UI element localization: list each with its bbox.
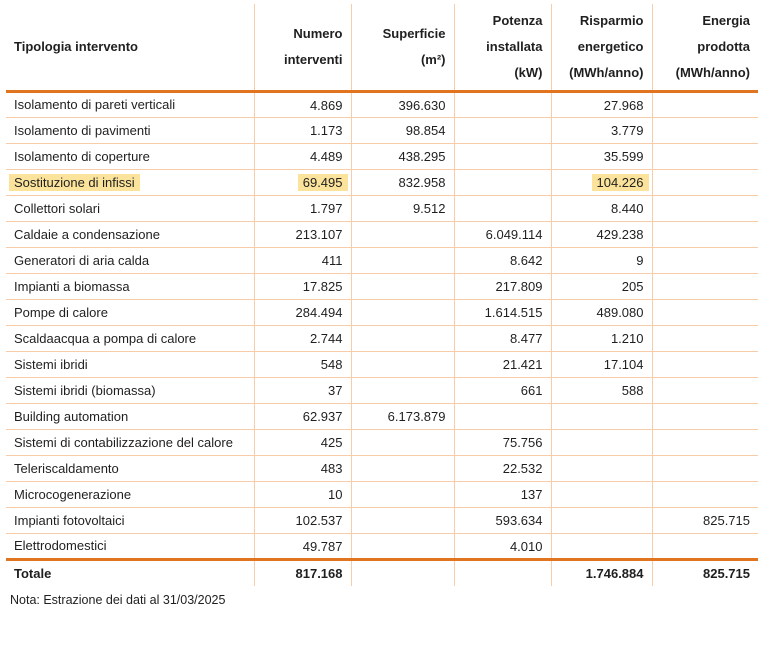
- highlighted-value: 69.495: [298, 174, 348, 191]
- value-cell: [454, 248, 551, 274]
- total-value-cell: [351, 560, 454, 586]
- value-cell: [454, 222, 551, 248]
- value-cell: [551, 508, 652, 534]
- cell-text: 9: [636, 253, 644, 269]
- value-cell: [351, 352, 454, 378]
- value-cell: [254, 430, 351, 456]
- cell-text: Caldaie a condensazione: [14, 226, 160, 242]
- cell-text: Generatori di aria calda: [14, 252, 150, 268]
- cell-text: 489.080: [596, 305, 644, 321]
- value-cell: [351, 430, 454, 456]
- table-row: [6, 404, 758, 430]
- cell-text: 3.779: [610, 123, 644, 139]
- intervention-label-cell: [6, 352, 254, 378]
- value-cell: [454, 144, 551, 170]
- value-cell: [254, 274, 351, 300]
- total-value-cell: [454, 560, 551, 586]
- value-cell: [454, 482, 551, 508]
- cell-text: 62.937: [302, 409, 343, 425]
- cell-text: 438.295: [398, 149, 446, 165]
- value-cell: [254, 196, 351, 222]
- cell-text: 205: [621, 279, 644, 295]
- value-cell: [652, 482, 758, 508]
- value-cell: [351, 534, 454, 560]
- value-cell: [454, 508, 551, 534]
- cell-text: 1.173: [309, 123, 343, 139]
- cell-text: Sistemi ibridi (biomassa): [14, 382, 156, 398]
- total-value-cell: 825.715: [652, 560, 758, 586]
- value-cell: [254, 508, 351, 534]
- cell-text: 483: [320, 461, 343, 477]
- cell-text: Teleriscaldamento: [14, 460, 119, 476]
- column-header-superficie: Superficie (m²): [351, 4, 454, 92]
- value-cell: [551, 430, 652, 456]
- value-cell: [551, 274, 652, 300]
- value-cell: [652, 248, 758, 274]
- cell-text: Elettrodomestici: [14, 538, 107, 554]
- table-footer: [6, 560, 758, 586]
- value-cell: [652, 196, 758, 222]
- value-cell: [351, 144, 454, 170]
- value-cell: [551, 170, 652, 196]
- value-cell: [254, 352, 351, 378]
- value-cell: [254, 482, 351, 508]
- table-row: [6, 274, 758, 300]
- value-cell: [551, 118, 652, 144]
- value-cell: [351, 274, 454, 300]
- table-row: [6, 326, 758, 352]
- intervention-label-cell: [6, 534, 254, 560]
- value-cell: [351, 222, 454, 248]
- value-cell: [652, 326, 758, 352]
- value-cell: [254, 248, 351, 274]
- intervention-label-cell: [6, 118, 254, 144]
- value-cell: [551, 248, 652, 274]
- intervention-label-cell: [6, 326, 254, 352]
- value-cell: [551, 534, 652, 560]
- intervention-label-cell: [6, 144, 254, 170]
- value-cell: [551, 222, 652, 248]
- value-cell: [254, 326, 351, 352]
- table-header-row: [6, 4, 758, 92]
- table-row: [6, 508, 758, 534]
- cell-text: 4.010: [509, 538, 543, 554]
- cell-text: Sistemi ibridi: [14, 356, 88, 372]
- value-cell: [652, 508, 758, 534]
- intervention-label-cell: [6, 508, 254, 534]
- value-cell: [351, 404, 454, 430]
- value-cell: [351, 456, 454, 482]
- cell-text: Impianti fotovoltaici: [14, 512, 125, 528]
- value-cell: [551, 326, 652, 352]
- cell-text: 825.715: [703, 513, 750, 529]
- table-row: [6, 482, 758, 508]
- value-cell: [551, 144, 652, 170]
- value-cell: [351, 248, 454, 274]
- cell-text: 4.489: [309, 149, 343, 165]
- intervention-label-cell: [6, 482, 254, 508]
- cell-text: 17.104: [603, 357, 644, 373]
- value-cell: [652, 378, 758, 404]
- value-cell: [652, 300, 758, 326]
- intervention-label-cell: [6, 274, 254, 300]
- cell-text: 22.532: [502, 461, 543, 477]
- intervention-label-cell: [6, 378, 254, 404]
- value-cell: [351, 378, 454, 404]
- cell-text: 217.809: [495, 279, 543, 295]
- cell-text: Impianti a biomassa: [14, 278, 130, 294]
- cell-text: 593.634: [495, 513, 543, 529]
- value-cell: [652, 534, 758, 560]
- cell-text: Collettori solari: [14, 200, 100, 216]
- table-row: [6, 248, 758, 274]
- cell-text: 661: [520, 383, 543, 399]
- cell-text: 6.173.879: [387, 409, 446, 425]
- cell-text: 411: [321, 253, 343, 269]
- total-value-cell: 1.746.884: [551, 560, 652, 586]
- cell-text: 27.968: [603, 97, 644, 113]
- cell-text: 425: [320, 435, 343, 451]
- cell-text: 1.614.515: [484, 305, 543, 321]
- cell-text: 10: [328, 487, 343, 503]
- value-cell: [351, 118, 454, 144]
- cell-text: 137: [520, 487, 543, 503]
- intervention-label-cell: [6, 404, 254, 430]
- value-cell: [551, 352, 652, 378]
- value-cell: [454, 118, 551, 144]
- intervention-label-cell: [6, 248, 254, 274]
- table-row: [6, 456, 758, 482]
- cell-text: 2.744: [309, 331, 343, 347]
- value-cell: [454, 378, 551, 404]
- value-cell: [454, 170, 551, 196]
- cell-text: Isolamento di pavimenti: [14, 122, 151, 138]
- cell-text: 429.238: [596, 227, 644, 243]
- table-row: [6, 222, 758, 248]
- highlighted-value: Sostituzione di infissi: [9, 174, 140, 191]
- value-cell: [254, 300, 351, 326]
- value-cell: [351, 326, 454, 352]
- cell-text: 8.642: [509, 253, 543, 269]
- table-row: [6, 300, 758, 326]
- value-cell: [351, 508, 454, 534]
- table-row: [6, 534, 758, 560]
- value-cell: [652, 456, 758, 482]
- highlighted-value: 104.226: [592, 174, 649, 191]
- value-cell: [454, 430, 551, 456]
- intervention-label-cell: [6, 92, 254, 118]
- total-value-cell: 817.168: [254, 560, 351, 586]
- value-cell: [652, 352, 758, 378]
- cell-text: 35.599: [603, 149, 644, 165]
- value-cell: [652, 430, 758, 456]
- cell-text: 37: [328, 383, 343, 399]
- value-cell: [254, 92, 351, 118]
- cell-text: Pompe di calore: [14, 304, 108, 320]
- value-cell: [254, 534, 351, 560]
- intervention-label-cell: [6, 430, 254, 456]
- column-header-numero-interventi: Numero interventi: [254, 4, 351, 92]
- value-cell: [454, 274, 551, 300]
- value-cell: [551, 378, 652, 404]
- cell-text: 21.421: [502, 357, 543, 373]
- value-cell: [254, 378, 351, 404]
- table-row: [6, 92, 758, 118]
- cell-text: Sistemi di contabilizzazione del calore: [14, 434, 233, 450]
- value-cell: [454, 92, 551, 118]
- cell-text: 102.537: [295, 513, 343, 529]
- cell-text: 8.477: [509, 331, 543, 347]
- intervention-label-cell: [6, 170, 254, 196]
- intervention-label-cell: [6, 456, 254, 482]
- column-header-energia-prodotta: Energia prodotta (MWh/anno): [652, 4, 758, 92]
- cell-text: 17.825: [302, 279, 343, 295]
- value-cell: [351, 196, 454, 222]
- cell-text: 8.440: [610, 201, 644, 217]
- value-cell: [351, 300, 454, 326]
- value-cell: [454, 196, 551, 222]
- intervention-label-cell: [6, 222, 254, 248]
- value-cell: [254, 144, 351, 170]
- cell-text: 9.512: [412, 201, 446, 217]
- table-row: [6, 378, 758, 404]
- value-cell: [454, 456, 551, 482]
- value-cell: [351, 170, 454, 196]
- value-cell: [454, 300, 551, 326]
- cell-text: 4.869: [309, 97, 343, 113]
- cell-text: 213.107: [295, 227, 343, 243]
- column-header-potenza-installata: Potenza installata (kW): [454, 4, 551, 92]
- table-row: [6, 144, 758, 170]
- value-cell: [351, 92, 454, 118]
- interventions-table: [6, 4, 758, 586]
- value-cell: [652, 118, 758, 144]
- value-cell: [551, 196, 652, 222]
- cell-text: 588: [621, 383, 644, 399]
- value-cell: [254, 404, 351, 430]
- value-cell: [454, 326, 551, 352]
- value-cell: [351, 482, 454, 508]
- footnote: Nota: Estrazione dei dati al 31/03/2025: [10, 592, 226, 607]
- total-label-cell: Totale: [6, 560, 254, 586]
- column-header-tipologia: Tipologia intervento: [6, 4, 254, 92]
- value-cell: [254, 118, 351, 144]
- cell-text: Isolamento di pareti verticali: [14, 97, 176, 112]
- value-cell: [652, 144, 758, 170]
- cell-text: Building automation: [14, 408, 129, 424]
- value-cell: [551, 92, 652, 118]
- intervention-label-cell: [6, 300, 254, 326]
- value-cell: [652, 170, 758, 196]
- value-cell: [652, 222, 758, 248]
- table-row: [6, 352, 758, 378]
- value-cell: [454, 352, 551, 378]
- table-row: [6, 196, 758, 222]
- total-row: [6, 560, 758, 586]
- table-header: [6, 4, 758, 92]
- cell-text: Scaldaacqua a pompa di calore: [14, 330, 197, 346]
- cell-text: 98.854: [405, 123, 446, 139]
- cell-text: 1.797: [309, 201, 343, 217]
- value-cell: [551, 404, 652, 430]
- value-cell: [652, 404, 758, 430]
- value-cell: [454, 404, 551, 430]
- table-row: [6, 430, 758, 456]
- cell-text: 6.049.114: [485, 227, 543, 243]
- intervention-label-cell: [6, 196, 254, 222]
- value-cell: [551, 300, 652, 326]
- cell-text: 396.630: [398, 97, 446, 113]
- cell-text: Microcogenerazione: [14, 486, 132, 502]
- value-cell: [254, 170, 351, 196]
- value-cell: [254, 456, 351, 482]
- cell-text: Isolamento di coperture: [14, 148, 150, 164]
- cell-text: 49.787: [302, 538, 343, 554]
- value-cell: [551, 456, 652, 482]
- value-cell: [454, 534, 551, 560]
- table-body: [6, 92, 758, 560]
- column-header-risparmio-energetico: Risparmio energetico (MWh/anno): [551, 4, 652, 92]
- cell-text: 284.494: [295, 305, 343, 321]
- value-cell: [254, 222, 351, 248]
- cell-text: 832.958: [398, 175, 446, 191]
- cell-text: 548: [320, 357, 343, 373]
- table-row: [6, 170, 758, 196]
- value-cell: [652, 92, 758, 118]
- cell-text: 75.756: [502, 435, 543, 451]
- table-row: [6, 118, 758, 144]
- cell-text: 1.210: [610, 331, 644, 347]
- value-cell: [652, 274, 758, 300]
- value-cell: [551, 482, 652, 508]
